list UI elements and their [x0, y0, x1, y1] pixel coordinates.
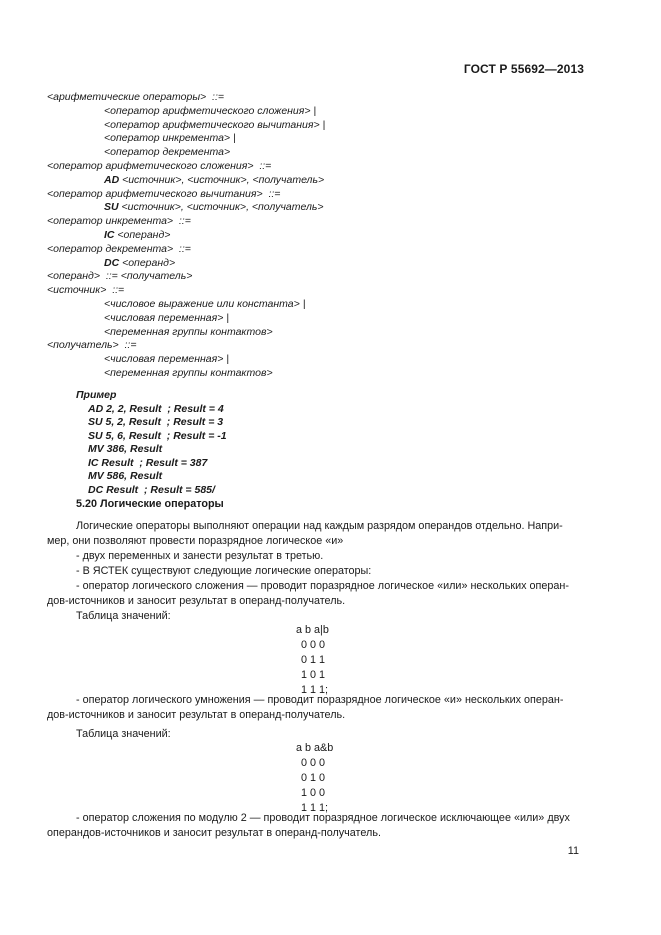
table-row: 1 0 1	[301, 669, 326, 681]
grammar-line	[47, 243, 607, 257]
grammar-text: <числовая переменная> |	[104, 353, 230, 366]
table-row: 0 0 0	[301, 757, 326, 769]
table-header-row: a b a|b	[296, 624, 329, 636]
grammar-line	[47, 132, 607, 146]
grammar-keyword: DC	[104, 256, 120, 269]
grammar-text: <переменная группы контактов>	[104, 366, 273, 379]
table-row: 0 0 0	[301, 639, 326, 651]
text-line: - оператор логического умножения — проводит поразрядное логическое «и» нескольких операн-	[76, 694, 564, 706]
table-row: 1 1 1;	[301, 802, 329, 814]
grammar-text: <оператор арифметического вычитания> ::=	[47, 187, 281, 200]
grammar-text: <оператор инкремента> |	[104, 132, 236, 145]
grammar-line	[47, 339, 607, 353]
grammar-line	[47, 201, 607, 215]
text-line: - двух переменных и занести результат в третью.	[76, 550, 324, 562]
grammar-line	[47, 257, 607, 271]
grammar-line	[47, 229, 607, 243]
grammar-keyword: IC	[104, 228, 115, 241]
grammar-text: <оператор арифметического сложения> ::=	[47, 159, 272, 172]
table-header-row: a b a&b	[296, 742, 334, 754]
grammar-line	[47, 326, 607, 340]
truth-table-and	[0, 741, 661, 816]
grammar-line	[47, 215, 607, 229]
table-row: 1 0 0	[301, 787, 326, 799]
text-line: Логические операторы выполняют операции над каждым разрядом операндов отдельно. Напри-	[76, 520, 563, 532]
grammar-keyword: AD	[104, 173, 120, 186]
table-row: 1 1 1;	[301, 684, 329, 696]
grammar-line	[47, 119, 607, 133]
example-code-line: IC Result ; Result = 387	[88, 456, 208, 469]
table-row: 0 1 1	[301, 654, 326, 666]
text-line: дов-источников и заносит результат в операнд-получатель.	[47, 709, 346, 721]
grammar-keyword: SU	[104, 201, 119, 214]
grammar-line	[47, 105, 607, 119]
text-line: - оператор логического сложения — проводит поразрядное логическое «или» нескольких операн-	[76, 580, 569, 592]
paragraph-and	[47, 693, 582, 723]
table-row: 0 1 0	[301, 772, 326, 784]
grammar-text: <оператор арифметического вычитания> |	[104, 118, 326, 131]
example-code-line: AD 2, 2, Result ; Result = 4	[88, 402, 224, 415]
truth-table-or	[0, 623, 661, 698]
grammar-text: <получатель> ::=	[47, 339, 137, 352]
grammar-line	[47, 284, 607, 298]
grammar-line	[47, 270, 607, 284]
grammar-text: <операнд>	[119, 256, 176, 269]
grammar-text: <операнд>	[114, 228, 171, 241]
example-code-line: DC Result ; Result = 585/	[88, 483, 215, 496]
grammar-line	[47, 174, 607, 188]
text-line: операндов-источников и заносит результат в операнд-получатель.	[47, 827, 381, 839]
text-line: дов-источников и заносит результат в операнд-получатель.	[47, 595, 346, 607]
example-code-line: MV 586, Result	[88, 470, 163, 482]
grammar-text: <источник>, <источник>, <получатель>	[119, 173, 325, 186]
example-code-line: SU 5, 2, Result ; Result = 3	[88, 416, 224, 428]
table-label-and: Таблица значений:	[76, 728, 171, 740]
text-line: мер, они позволяют провести поразрядное логическое «и»	[47, 535, 344, 547]
example-title: Пример	[76, 389, 117, 401]
grammar-text: <оператор декремента>	[104, 146, 231, 159]
table-label-or: Таблица значений:	[76, 610, 171, 622]
paragraph-intro	[47, 519, 582, 609]
page-number: 11	[567, 845, 579, 857]
grammar-text: <числовая переменная> |	[104, 311, 230, 324]
section-title: Логические операторы	[100, 498, 224, 510]
example-code-line: MV 386, Result	[88, 443, 163, 455]
grammar-text: <источник>, <источник>, <получатель>	[118, 201, 324, 214]
section-heading	[76, 498, 224, 510]
grammar-line	[47, 312, 607, 326]
grammar-text: <оператор декремента> ::=	[47, 242, 191, 255]
grammar-text: <источник> ::=	[47, 284, 125, 297]
grammar-line	[47, 91, 607, 105]
grammar-line	[47, 160, 607, 174]
text-line: - В ЯСТЕК существуют следующие логические операторы:	[76, 565, 372, 577]
section-number: 5.20	[76, 498, 98, 510]
page-header: ГОСТ Р 55692—2013	[463, 62, 584, 76]
grammar-line	[47, 146, 607, 160]
grammar-line	[47, 367, 607, 381]
grammar-line	[47, 298, 607, 312]
grammar-text: <оператор арифметического сложения> |	[104, 104, 317, 117]
grammar-line	[47, 353, 607, 367]
grammar-text: <операнд> ::= <получатель>	[47, 270, 193, 283]
grammar-text: <оператор инкремента> ::=	[47, 215, 191, 228]
text-line: - оператор сложения по модулю 2 — проводит поразрядное логическое исключающее «или» двух	[76, 812, 570, 824]
example-code-line: SU 5, 6, Result ; Result = -1	[88, 429, 227, 442]
grammar-text: <переменная группы контактов>	[104, 325, 273, 338]
grammar-text: <арифметические операторы> ::=	[47, 91, 224, 103]
grammar-block	[47, 91, 607, 381]
example-block	[76, 389, 227, 497]
paragraph-xor	[47, 811, 582, 841]
grammar-line	[47, 188, 607, 202]
grammar-text: <числовое выражение или константа> |	[104, 297, 306, 310]
